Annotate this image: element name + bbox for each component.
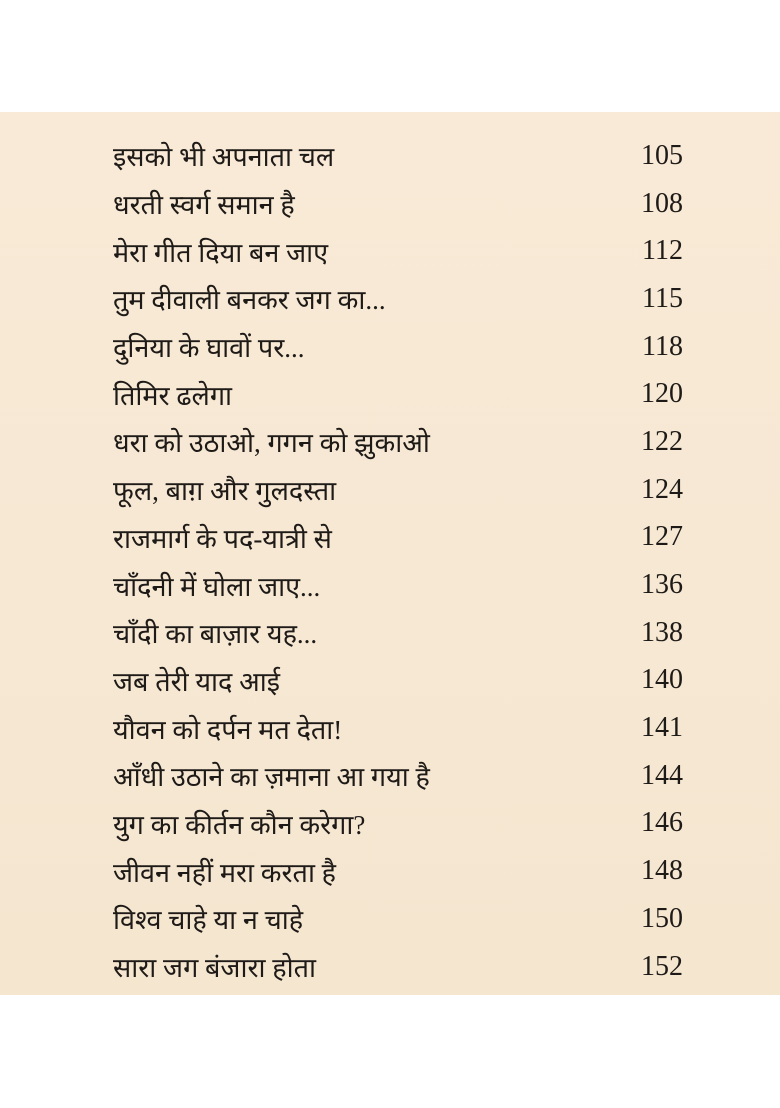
toc-entry xyxy=(113,370,683,418)
toc-entry-page-number: 138 xyxy=(641,616,683,648)
toc-entry-page-number: 140 xyxy=(641,664,683,696)
toc-entry xyxy=(113,609,683,657)
toc-entry-page-number: 144 xyxy=(641,759,683,791)
toc-entry xyxy=(113,275,683,323)
toc-entry-page-number: 141 xyxy=(641,712,683,744)
toc-entry-page-number: 105 xyxy=(641,139,683,171)
toc-entry-page-number: 127 xyxy=(641,521,683,553)
toc-entry xyxy=(113,800,683,848)
toc-entry-title: चाँदी का बाज़ार यह... xyxy=(113,619,318,650)
toc-entry xyxy=(113,132,683,180)
table-of-contents xyxy=(113,132,683,990)
toc-entry xyxy=(113,561,683,609)
toc-entry-page-number: 146 xyxy=(641,807,683,839)
toc-entry-title: मेरा गीत दिया बन जाए xyxy=(113,237,329,268)
toc-entry xyxy=(113,943,683,991)
toc-entry xyxy=(113,657,683,705)
toc-entry xyxy=(113,227,683,275)
toc-entry-title: युग का कीर्तन कौन करेगा? xyxy=(113,809,366,840)
toc-entry-page-number: 150 xyxy=(641,902,683,934)
toc-entry xyxy=(113,323,683,371)
toc-entry-title: तुम दीवाली बनकर जग का... xyxy=(113,285,386,316)
toc-entry-title: फूल, बाग़ और गुलदस्ता xyxy=(113,476,337,507)
toc-entry-title: दुनिया के घावों पर... xyxy=(113,333,305,364)
toc-entry-title: विश्व चाहे या न चाहे xyxy=(113,905,304,936)
toc-entry-title: आँधी उठाने का ज़माना आ गया है xyxy=(113,762,430,793)
toc-entry xyxy=(113,704,683,752)
toc-entry-page-number: 112 xyxy=(642,235,683,267)
toc-entry-page-number: 118 xyxy=(642,330,683,362)
book-page xyxy=(0,112,780,995)
toc-entry-title: चाँदनी में घोला जाए... xyxy=(113,571,321,602)
toc-entry xyxy=(113,180,683,228)
toc-entry xyxy=(113,752,683,800)
toc-entry-title: सारा जग बंजारा होता xyxy=(113,953,316,984)
toc-entry-title: इसको भी अपनाता चल xyxy=(113,142,335,173)
toc-entry-page-number: 152 xyxy=(641,950,683,982)
toc-entry xyxy=(113,895,683,943)
toc-entry-title: राजमार्ग के पद-यात्री से xyxy=(113,523,332,554)
toc-entry-title: तिमिर ढलेगा xyxy=(113,380,233,411)
toc-entry-page-number: 120 xyxy=(641,378,683,410)
toc-entry xyxy=(113,514,683,562)
toc-entry xyxy=(113,847,683,895)
toc-entry-title: धरा को उठाओ, गगन को झुकाओ xyxy=(113,428,430,459)
toc-entry-title: जब तेरी याद आई xyxy=(113,666,280,697)
toc-entry-page-number: 108 xyxy=(641,187,683,219)
toc-entry-page-number: 136 xyxy=(641,569,683,601)
toc-entry-page-number: 115 xyxy=(642,282,683,314)
toc-entry-page-number: 148 xyxy=(641,855,683,887)
toc-entry-title: यौवन को दर्पन मत देता! xyxy=(113,714,343,745)
toc-entry xyxy=(113,466,683,514)
toc-entry-title: जीवन नहीं मरा करता है xyxy=(113,857,337,888)
toc-entry-title: धरती स्वर्ग समान है xyxy=(113,190,295,221)
toc-entry-page-number: 124 xyxy=(641,473,683,505)
toc-entry xyxy=(113,418,683,466)
toc-entry-page-number: 122 xyxy=(641,425,683,457)
